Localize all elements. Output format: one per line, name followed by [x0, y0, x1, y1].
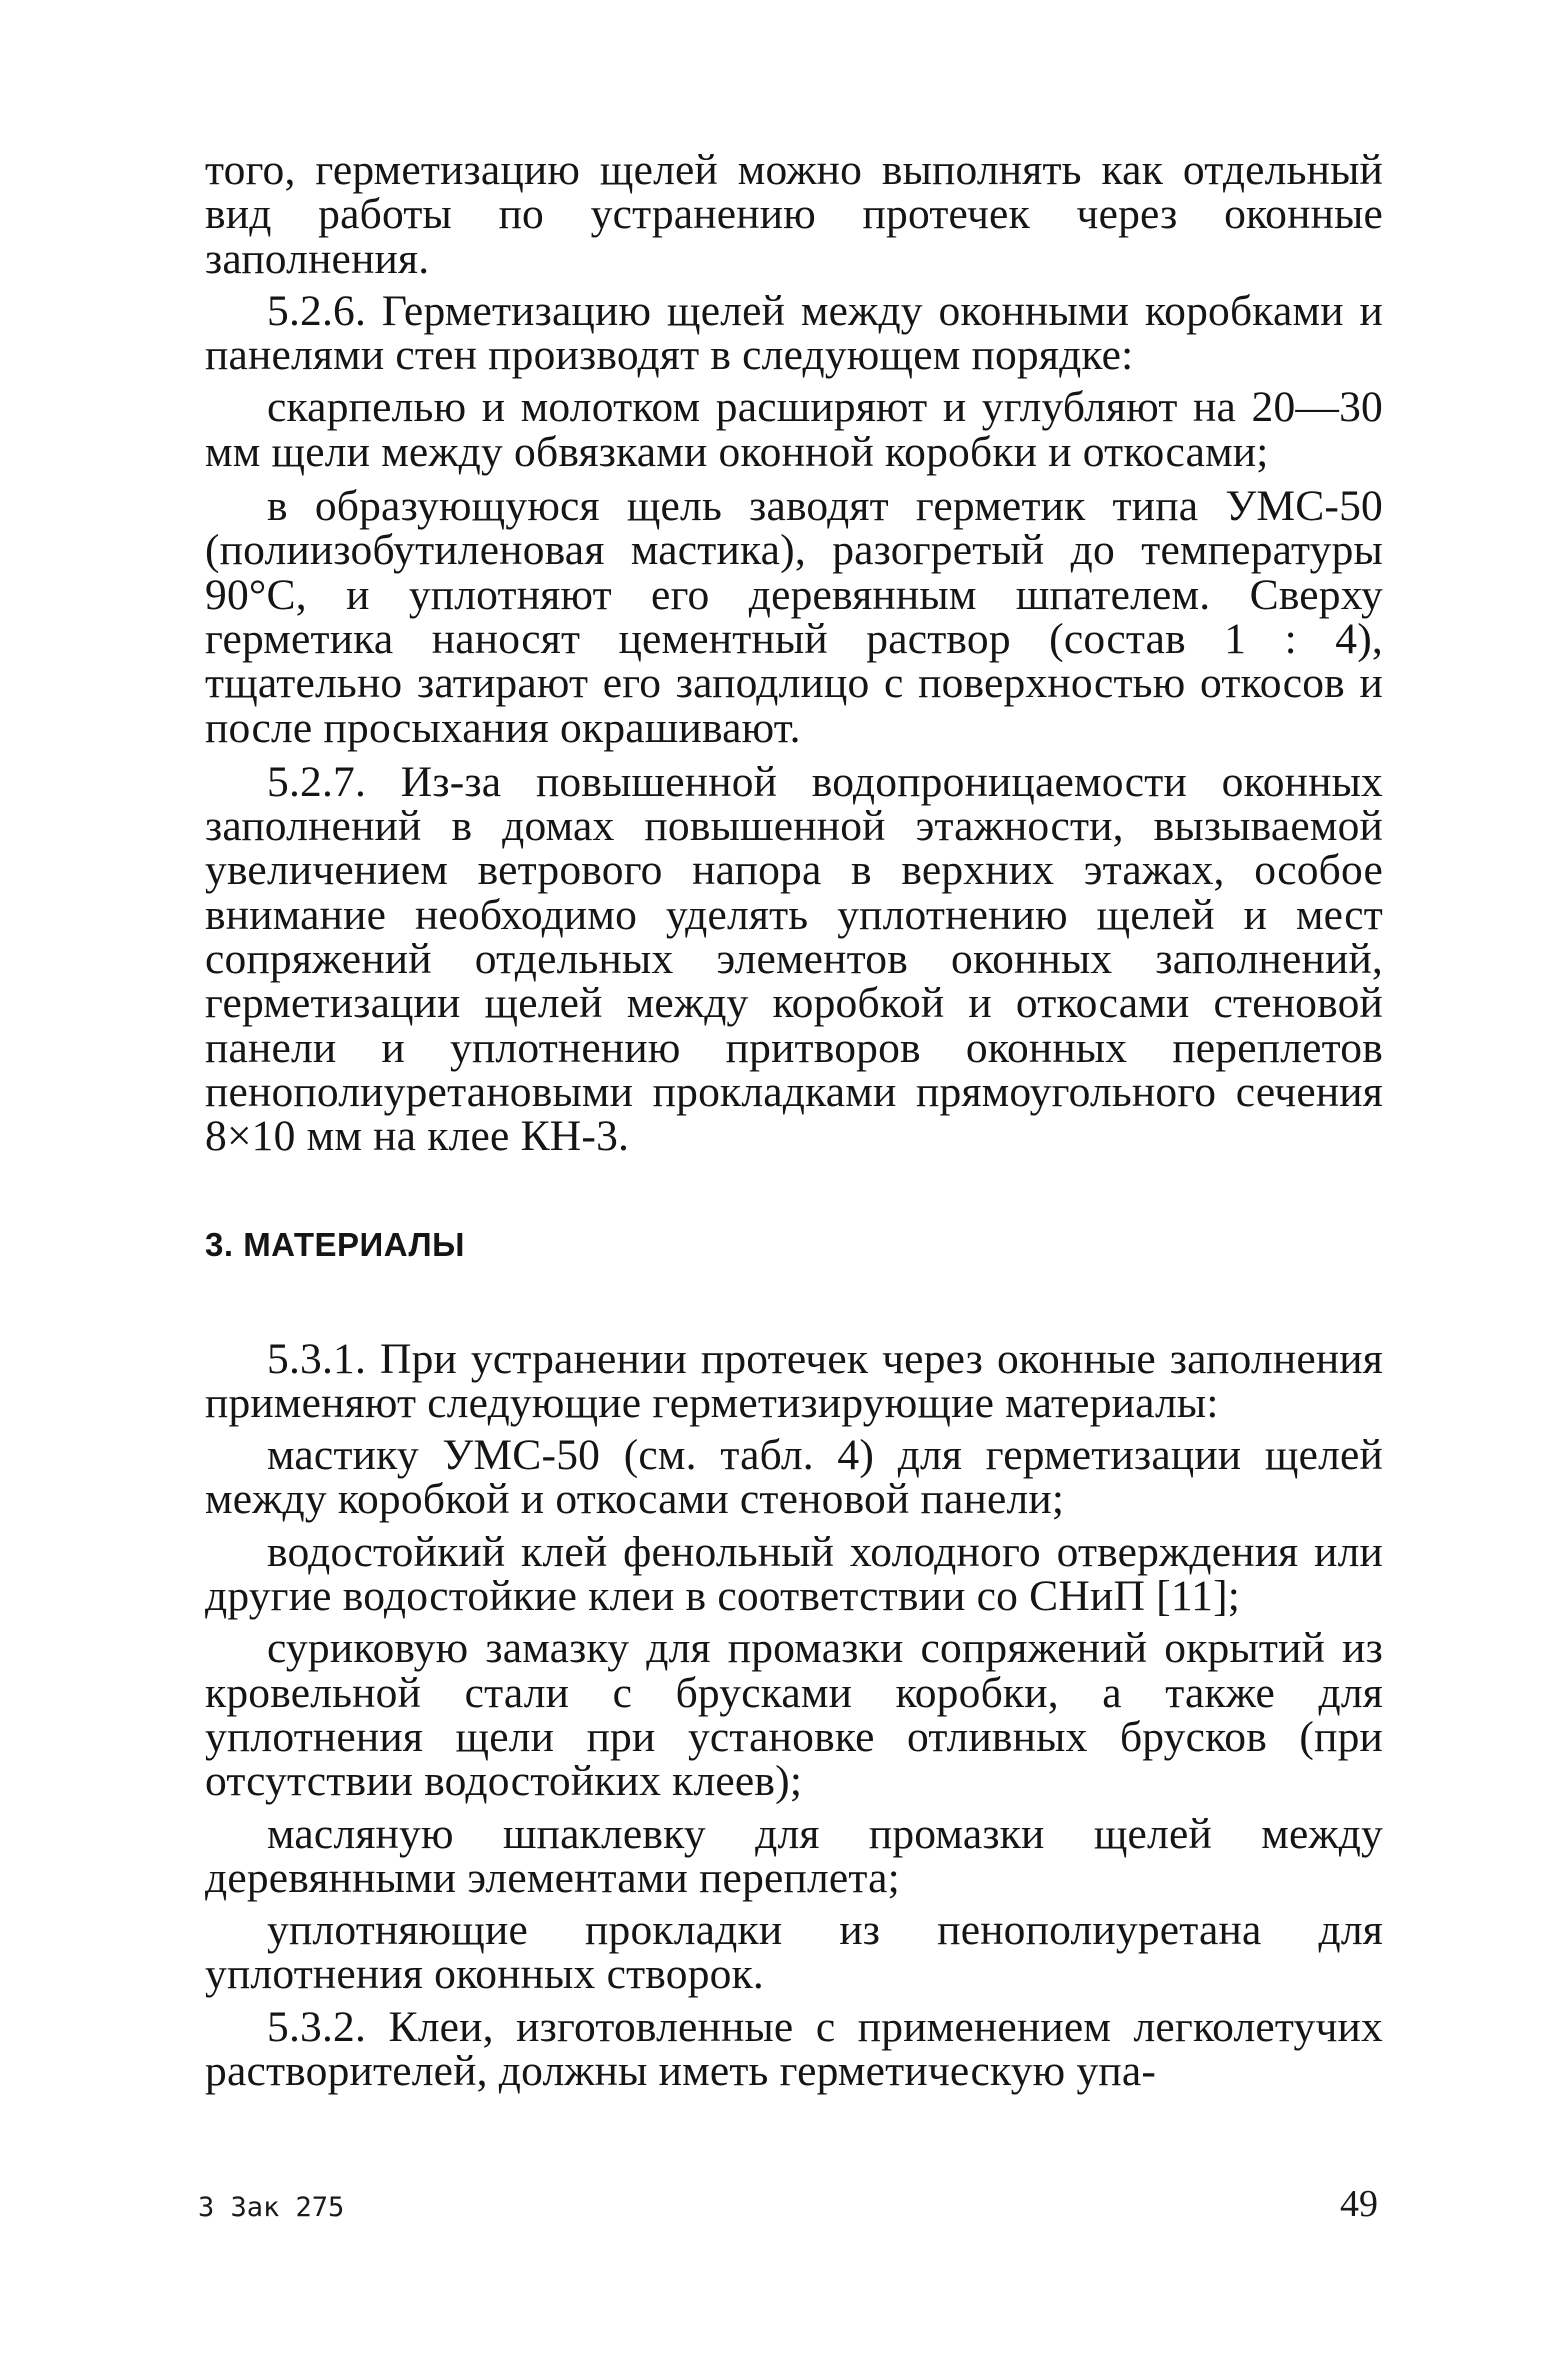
- list-item-apply-sealant: в образующуюся щель заводят герметик типа УМС-50 (полиизобутиленовая мастика), разогретый до температуры 90°С, и уплотняют его деревянным шпателем. Сверху герметика наносят цементный раствор (состав 1 : 4), тщательно затирают его заподлицо с поверхностью откосов и после просыхания окрашивают.: [205, 482, 1383, 752]
- paragraph-continuation: того, герметизацию щелей можно выполнять как отдельный вид работы по устранению протечек через оконные заполнения.: [205, 146, 1383, 283]
- section-heading: 3. МАТЕРИАЛЫ: [205, 1225, 465, 1263]
- page-footer: [198, 2183, 1378, 2228]
- paragraph-5-3-1: 5.3.1. При устранении протечек через оконные заполнения применяют следующие герметизирующие материалы:: [205, 1334, 1383, 1427]
- paragraph-5-3-2: 5.3.2. Клеи, изготовленные с применением легколетучих растворителей, должны иметь герметическую упа-: [205, 2002, 1383, 2095]
- list-item-mastic: мастику УМС-50 (см. табл. 4) для герметизации щелей между коробкой и откосами стеновой панели;: [205, 1431, 1383, 1524]
- list-item-putty: суриковую замазку для промазки сопряжений окрытий из кровельной стали с брусками коробки, а также для уплотнения щели при установке отливных брусков (при отсутствии водостойких клеев);: [205, 1624, 1383, 1806]
- list-item-gaskets: уплотняющие прокладки из пенополиуретана для уплотнения оконных створок.: [205, 1906, 1383, 1999]
- document-page: [205, 148, 1383, 2093]
- paragraph-5-2-7: 5.2.7. Из-за повышенной водопроницаемости оконных заполнений в домах повышенной этажности, вызываемой увеличением ветрового напора в верхних этажах, особое внимание необходимо уделять уплотнению щелей и мест сопряжений отдельных элементов оконных заполнений, герметизации щелей между коробкой и откосами стеновой панели и уплотнению притворов оконных переплетов пенополиуретановыми прокладками прямоугольного сечения 8×10 мм на клее КН-3.: [205, 757, 1383, 1161]
- print-order-note: 3 Зак 275: [198, 2192, 345, 2223]
- list-item-glue: водостойкий клей фенольный холодного отверждения или другие водостойкие клеи в соответствии со СНиП [11];: [205, 1527, 1383, 1621]
- list-item-oil-putty: масляную шпаклевку для промазки щелей между деревянными элементами переплета;: [205, 1809, 1383, 1902]
- page-number: 49: [1340, 2183, 1378, 2225]
- list-item-widen-gaps: скарпелью и молотком расширяют и углубляют на 20—30 мм щели между обвязками оконной коробки и откосами;: [205, 383, 1383, 476]
- paragraph-5-2-6: 5.2.6. Герметизацию щелей между оконными коробками и панелями стен производят в следующем порядке:: [205, 286, 1383, 380]
